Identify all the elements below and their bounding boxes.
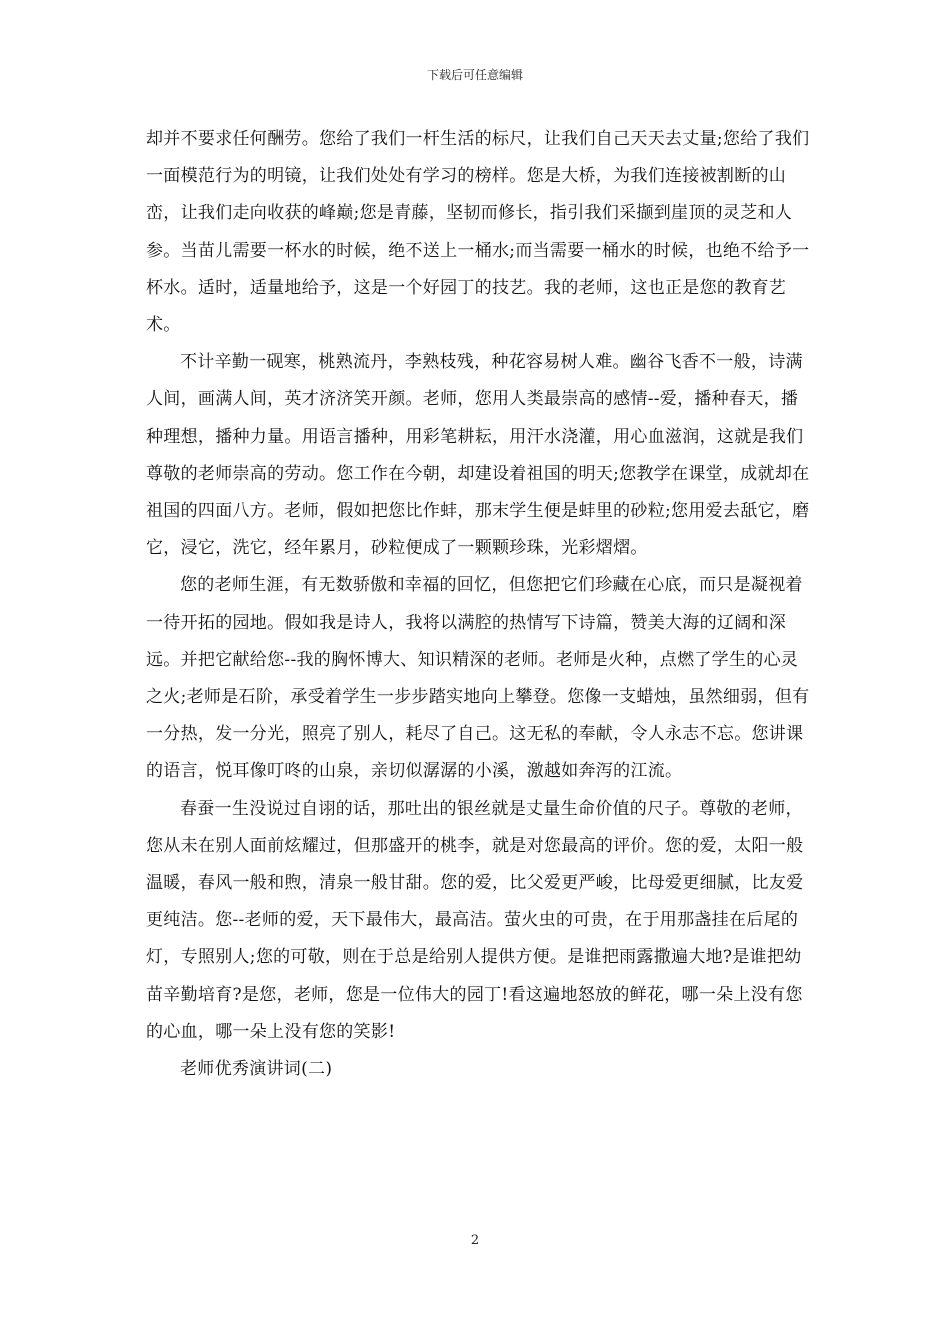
document-body xyxy=(146,121,810,1088)
paragraph-teacher-career: 您的老师生涯，有无数骄傲和幸福的回忆，但您把它们珍藏在心底，而只是凝视着一待开拓的园地。假如我是诗人，我将以满腔的热情写下诗篇，赞美大海的辽阔和深远。并把它献给您--我的胸怀博大、知识精深的老师。老师是火种，点燃了学生的心灵之火;老师是石阶，承受着学生一步步踏实地向上攀登。您像一支蜡烛，虽然细弱，但有一分热，发一分光，照亮了别人，耗尽了自己。这无私的奉献，令人永志不忘。您讲课的语言，悦耳像叮咚的山泉，亲切似潺潺的小溪，激越如奔泻的江流。 xyxy=(146,575,810,782)
paragraph-hard-work: 不计辛勤一砚寒，桃熟流丹，李熟枝残，种花容易树人难。幽谷飞香不一般，诗满人间，画满人间，英才济济笑开颜。老师，您用人类最崇高的感情--爱，播种春天，播种理想，播种力量。用语言播种，用彩笔耕耘，用汗水浇灌，用心血滋润，这就是我们尊敬的老师崇高的劳动。您工作在今朝，却建设着祖国的明天;您教学在课堂，成就却在祖国的四面八方。老师，假如把您比作蚌，那末学生便是蚌里的砂粒;您用爱去舐它，磨它，浸它，洗它，经年累月，砂粒便成了一颗颗珍珠，光彩熠熠。 xyxy=(146,352,810,559)
page-number: 2 xyxy=(470,1233,480,1248)
paragraph-silkworm: 春蚕一生没说过自诩的话，那吐出的银丝就是丈量生命价值的尺子。尊敬的老师，您从未在别人面前炫耀过，但那盛开的桃李，就是对您最高的评价。您的爱，太阳一般温暖，春风一般和煦，清泉一般甘甜。您的爱，比父爱更严峻，比母爱更细腻，比友爱更纯洁。您--老师的爱，天下最伟大，最高洁。萤火虫的可贵，在于用那盏挂在后尾的灯，专照别人;您的可敬，则在于总是给别人提供方便。是谁把雨露撒遍大地?是谁把幼苗辛勤培育?是您，老师，您是一位伟大的园丁!看这遍地怒放的鲜花，哪一朵上没有您的心血，哪一朵上没有您的笑影! xyxy=(146,798,804,1042)
page-header: 下载后可任意编辑 xyxy=(426,68,523,82)
paragraph-continuation: 却并不要求任何酬劳。您给了我们一杆生活的标尺，让我们自己天天去丈量;您给了我们一面模范行为的明镜，让我们处处有学习的榜样。您是大桥，为我们连接被割断的山峦，让我们走向收获的峰巅;您是青藤，坚韧而修长，指引我们采撷到崖顶的灵芝和人参。当苗儿需要一杯水的时候，绝不送上一桶水;而当需要一桶水的时候，也绝不给予一杯水。适时，适量地给予，这是一个好园丁的技艺。我的老师，这也正是您的教育艺术。 xyxy=(146,129,810,336)
section-heading: 老师优秀演讲词(二) xyxy=(180,1059,333,1080)
